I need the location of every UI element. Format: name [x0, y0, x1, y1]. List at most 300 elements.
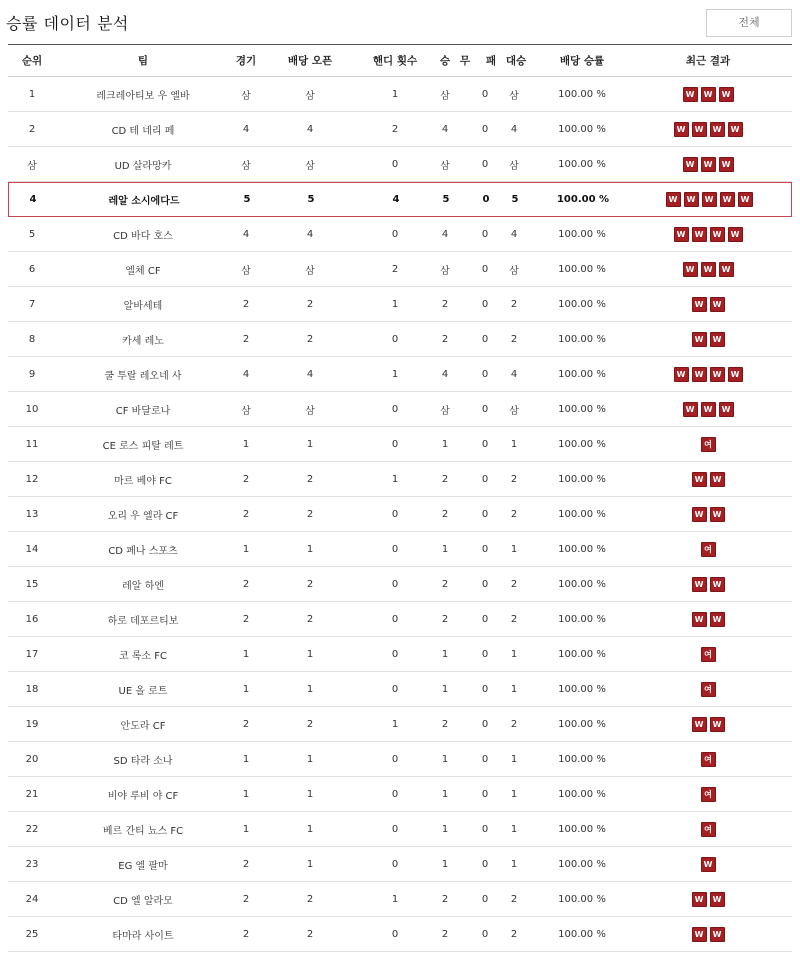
result-badge: W: [692, 122, 707, 137]
result-badge: W: [738, 192, 753, 207]
result-badge: W: [728, 122, 743, 137]
odds-open-cell: 1: [306, 648, 314, 660]
recent-results-cell: [628, 812, 788, 846]
odds-rate-cell: 100.00 %: [558, 88, 606, 100]
rank-cell: 9: [28, 368, 36, 380]
handi-count-cell: 0: [391, 438, 399, 450]
draw-cell: 0: [481, 683, 489, 695]
win-cell: 5: [442, 194, 450, 205]
result-badge: W: [710, 892, 725, 907]
games-cell: 4: [242, 368, 250, 380]
win-cell: 1: [441, 683, 449, 695]
odds-open-cell: 1: [306, 438, 314, 450]
result-badge: 여: [701, 542, 716, 557]
result-badge: W: [710, 507, 725, 522]
result-badge: W: [710, 122, 725, 137]
handi-count-cell: 4: [392, 194, 400, 205]
big-win-cell: 1: [510, 543, 518, 555]
result-badge: W: [684, 192, 699, 207]
table-row[interactable]: [8, 812, 792, 847]
recent-results-badges: [701, 682, 716, 697]
win-cell: 2: [441, 718, 449, 730]
recent-results-cell: [628, 742, 788, 776]
table-row[interactable]: [8, 182, 792, 217]
games-cell: 삼: [241, 160, 251, 172]
result-badge: W: [692, 367, 707, 382]
recent-results-cell: [628, 672, 788, 706]
big-win-cell: 4: [510, 123, 518, 135]
result-badge: W: [710, 367, 725, 382]
team-name-cell[interactable]: 레알 하엔: [122, 580, 164, 592]
team-name-cell[interactable]: 하로 데포르티보: [107, 615, 179, 627]
team-name-cell[interactable]: 안도라 CF: [120, 720, 166, 732]
games-cell: 1: [242, 648, 250, 660]
rank-cell: 6: [28, 263, 36, 275]
games-cell: 1: [242, 543, 250, 555]
rank-cell: 7: [28, 298, 36, 310]
table-row[interactable]: [8, 357, 792, 392]
recent-results-badges: [683, 262, 734, 277]
recent-results-badges: [692, 927, 725, 942]
table-row[interactable]: [8, 567, 792, 602]
games-cell: 2: [242, 578, 250, 590]
team-name-cell[interactable]: 쿨 투랄 레오네 사: [104, 370, 182, 382]
result-badge: W: [701, 157, 716, 172]
odds-open-cell: 1: [306, 753, 314, 765]
result-badge: W: [692, 332, 707, 347]
result-badge: W: [719, 402, 734, 417]
table-row[interactable]: [8, 287, 792, 322]
big-win-cell: 1: [510, 753, 518, 765]
win-cell: 1: [441, 438, 449, 450]
draw-cell: 0: [481, 578, 489, 590]
win-cell: 2: [441, 298, 449, 310]
table-row[interactable]: [8, 392, 792, 427]
handi-count-cell: 1: [391, 718, 399, 730]
recent-results-badges: [692, 892, 725, 907]
rank-cell: 22: [25, 823, 39, 835]
handi-count-cell: 0: [391, 823, 399, 835]
recent-results-badges: [701, 542, 716, 557]
result-badge: 여: [701, 437, 716, 452]
draw-cell: 0: [481, 613, 489, 625]
win-cell: 삼: [440, 405, 450, 417]
handi-count-cell: 0: [391, 648, 399, 660]
recent-results-badges: [701, 857, 716, 872]
rank-cell: 25: [25, 928, 39, 940]
odds-open-cell: 1: [306, 543, 314, 555]
draw-cell: 0: [481, 88, 489, 100]
recent-results-cell: [628, 567, 788, 601]
draw-cell: 0: [481, 893, 489, 905]
odds-rate-cell: 100.00 %: [558, 858, 606, 870]
handi-count-cell: 0: [391, 158, 399, 170]
odds-open-cell: 1: [306, 788, 314, 800]
odds-rate-cell: 100.00 %: [558, 613, 606, 625]
result-badge: W: [720, 192, 735, 207]
odds-open-cell: 2: [306, 613, 314, 625]
recent-results-badges: [683, 157, 734, 172]
draw-cell: 0: [481, 263, 489, 275]
result-badge: 여: [701, 752, 716, 767]
team-name-cell[interactable]: 엘체 CF: [125, 265, 161, 277]
odds-open-cell: 1: [306, 858, 314, 870]
result-badge: 여: [701, 787, 716, 802]
column-header-win[interactable]: 승: [439, 55, 451, 67]
rank-cell: 20: [25, 753, 39, 765]
recent-results-cell: [628, 252, 788, 286]
odds-open-cell: 삼: [305, 160, 315, 172]
team-name-cell[interactable]: 마르 베야 FC: [114, 475, 172, 487]
column-header-odds-open[interactable]: 배당 오픈: [287, 55, 333, 67]
big-win-cell: 4: [510, 368, 518, 380]
recent-results-badges: [666, 192, 753, 207]
odds-open-cell: 2: [306, 333, 314, 345]
odds-rate-cell: 100.00 %: [558, 158, 606, 170]
win-cell: 4: [441, 368, 449, 380]
team-name-cell[interactable]: CD 페나 스포츠: [108, 545, 178, 557]
draw-cell: 0: [481, 298, 489, 310]
rank-cell: 13: [25, 508, 39, 520]
rank-cell: 2: [28, 123, 36, 135]
big-win-cell: 1: [510, 788, 518, 800]
games-cell: 삼: [241, 90, 251, 102]
recent-results-cell: [628, 462, 788, 496]
table-row[interactable]: [8, 882, 792, 917]
result-badge: W: [701, 857, 716, 872]
column-header-team[interactable]: 팀: [137, 55, 149, 67]
recent-results-badges: [701, 787, 716, 802]
games-cell: 2: [242, 718, 250, 730]
rank-cell: 8: [28, 333, 36, 345]
table-row[interactable]: [8, 427, 792, 462]
games-cell: 2: [242, 858, 250, 870]
draw-cell: 0: [481, 438, 489, 450]
team-name-cell[interactable]: CE 로스 피탈 레트: [102, 440, 184, 452]
games-cell: 1: [242, 753, 250, 765]
recent-results-cell: [628, 357, 788, 391]
team-name-cell[interactable]: UE 올 로트: [118, 685, 168, 697]
draw-cell: 0: [481, 158, 489, 170]
recent-results-cell: [628, 707, 788, 741]
games-cell: 2: [242, 928, 250, 940]
games-cell: 1: [242, 438, 250, 450]
games-cell: 2: [242, 613, 250, 625]
win-cell: 삼: [440, 265, 450, 277]
table-row[interactable]: [8, 112, 792, 147]
team-name-cell[interactable]: SD 타라 소나: [113, 755, 173, 767]
team-name-cell[interactable]: 레알 소시에다드: [108, 196, 180, 207]
page-title: 승률 데이터 분석: [6, 14, 129, 33]
result-badge: 여: [701, 647, 716, 662]
column-header-big-win[interactable]: 대승: [505, 55, 527, 67]
recent-results-badges: [692, 577, 725, 592]
table-row[interactable]: [8, 147, 792, 182]
table-row[interactable]: [8, 217, 792, 252]
big-win-cell: 2: [510, 333, 518, 345]
odds-rate-cell: 100.00 %: [558, 508, 606, 520]
column-header-rank[interactable]: 순위: [21, 55, 43, 67]
win-cell: 1: [441, 858, 449, 870]
team-name-cell[interactable]: 비야 루비 야 CF: [107, 790, 179, 802]
result-badge: W: [692, 892, 707, 907]
result-badge: W: [692, 507, 707, 522]
big-win-cell: 2: [510, 928, 518, 940]
win-cell: 2: [441, 613, 449, 625]
odds-open-cell: 2: [306, 893, 314, 905]
result-badge: W: [719, 87, 734, 102]
team-name-cell[interactable]: 알바세테: [123, 300, 163, 312]
odds-rate-cell: 100.00 %: [558, 333, 606, 345]
table-row[interactable]: [8, 462, 792, 497]
result-badge: W: [683, 157, 698, 172]
win-cell: 4: [441, 228, 449, 240]
rank-cell: 21: [25, 788, 39, 800]
recent-results-badges: [674, 122, 743, 137]
table-body: [8, 77, 792, 952]
result-badge: W: [692, 472, 707, 487]
team-name-cell[interactable]: EG 엘 팔마: [118, 860, 168, 872]
rank-cell: 10: [25, 403, 39, 415]
table-row[interactable]: [8, 637, 792, 672]
recent-results-badges: [692, 332, 725, 347]
odds-rate-cell: 100.00 %: [558, 123, 606, 135]
rank-cell: 14: [25, 543, 39, 555]
odds-open-cell: 2: [306, 578, 314, 590]
odds-open-cell: 4: [306, 228, 314, 240]
draw-cell: 0: [481, 823, 489, 835]
recent-results-cell: [628, 637, 788, 671]
games-cell: 2: [242, 298, 250, 310]
team-name-cell[interactable]: CD 엘 알라모: [113, 895, 173, 907]
result-badge: W: [692, 297, 707, 312]
result-badge: W: [692, 717, 707, 732]
recent-results-badges: [674, 227, 743, 242]
handi-count-cell: 1: [391, 893, 399, 905]
recent-results-badges: [674, 367, 743, 382]
odds-open-cell: 1: [306, 823, 314, 835]
rank-cell: 23: [25, 858, 39, 870]
recent-results-badges: [692, 717, 725, 732]
rank-cell: 5: [28, 228, 36, 240]
odds-open-cell: 1: [306, 683, 314, 695]
odds-rate-cell: 100.00 %: [558, 368, 606, 380]
odds-rate-cell: 100.00 %: [558, 683, 606, 695]
team-name-cell[interactable]: 베르 간티 뇨스 FC: [102, 825, 184, 837]
draw-cell: 0: [481, 228, 489, 240]
team-name-cell[interactable]: 타마라 사이트: [112, 930, 174, 942]
team-name-cell[interactable]: 카세 레노: [122, 335, 164, 347]
recent-results-badges: [683, 402, 734, 417]
handi-count-cell: 0: [391, 788, 399, 800]
win-rate-table: [8, 44, 792, 952]
recent-results-cell: [628, 497, 788, 531]
recent-results-cell: [628, 77, 788, 111]
result-badge: W: [692, 227, 707, 242]
big-win-cell: 1: [510, 438, 518, 450]
big-win-cell: 삼: [509, 405, 519, 417]
result-badge: W: [710, 717, 725, 732]
table-row[interactable]: [8, 672, 792, 707]
draw-cell: 0: [481, 788, 489, 800]
odds-rate-cell: 100.00 %: [558, 298, 606, 310]
win-cell: 4: [441, 123, 449, 135]
table-row[interactable]: [8, 777, 792, 812]
games-cell: 1: [242, 683, 250, 695]
handi-count-cell: 0: [391, 613, 399, 625]
handi-count-cell: 0: [391, 858, 399, 870]
result-badge: 여: [701, 822, 716, 837]
handi-count-cell: 1: [391, 298, 399, 310]
result-badge: W: [692, 927, 707, 942]
team-name-cell[interactable]: 오리 우 엘라 CF: [107, 510, 179, 522]
handi-count-cell: 0: [391, 543, 399, 555]
result-badge: W: [719, 262, 734, 277]
odds-rate-cell: 100.00 %: [558, 893, 606, 905]
table-row[interactable]: [8, 707, 792, 742]
rank-cell: 18: [25, 683, 39, 695]
recent-results-badges: [701, 437, 716, 452]
table-row[interactable]: [8, 77, 792, 112]
result-badge: W: [728, 367, 743, 382]
games-cell: 삼: [241, 265, 251, 277]
table-row[interactable]: [8, 497, 792, 532]
column-header-loss[interactable]: 패: [485, 55, 497, 67]
games-cell: 2: [242, 473, 250, 485]
rank-cell: 삼: [27, 160, 37, 172]
team-name-cell[interactable]: CD 바다 호스: [113, 230, 173, 242]
column-header-draw[interactable]: 무: [459, 55, 471, 67]
win-cell: 2: [441, 578, 449, 590]
rank-cell: 11: [25, 438, 39, 450]
team-name-cell[interactable]: CF 바달로나: [115, 405, 171, 417]
column-header-handi[interactable]: 핸디 횟수: [372, 55, 418, 67]
handi-count-cell: 0: [391, 508, 399, 520]
handi-count-cell: 0: [391, 228, 399, 240]
odds-rate-cell: 100.00 %: [558, 473, 606, 485]
team-name-cell[interactable]: CD 테 네리 페: [111, 125, 175, 137]
result-badge: 여: [701, 682, 716, 697]
odds-rate-cell: 100.00 %: [558, 928, 606, 940]
recent-results-badges: [701, 647, 716, 662]
rank-cell: 1: [28, 88, 36, 100]
result-badge: W: [674, 122, 689, 137]
recent-results-badges: [692, 612, 725, 627]
rank-cell: 19: [25, 718, 39, 730]
games-cell: 1: [242, 823, 250, 835]
games-cell: 2: [242, 333, 250, 345]
win-cell: 삼: [440, 90, 450, 102]
result-badge: W: [710, 612, 725, 627]
handi-count-cell: 0: [391, 403, 399, 415]
filter-all-button[interactable]: 전체: [706, 9, 792, 37]
win-cell: 2: [441, 333, 449, 345]
games-cell: 1: [242, 788, 250, 800]
result-badge: W: [692, 612, 707, 627]
recent-results-badges: [692, 507, 725, 522]
big-win-cell: 2: [510, 508, 518, 520]
rank-cell: 15: [25, 578, 39, 590]
result-badge: W: [710, 297, 725, 312]
recent-results-badges: [692, 297, 725, 312]
draw-cell: 0: [482, 194, 490, 205]
table-row[interactable]: [8, 532, 792, 567]
odds-rate-cell: 100.00 %: [558, 438, 606, 450]
column-header-recent[interactable]: 최근 결과: [685, 55, 731, 67]
recent-results-cell: [628, 392, 788, 426]
odds-rate-cell: 100.00 %: [558, 648, 606, 660]
odds-rate-cell: 100.00 %: [558, 753, 606, 765]
result-badge: W: [701, 87, 716, 102]
table-row[interactable]: [8, 322, 792, 357]
recent-results-cell: [628, 427, 788, 461]
draw-cell: 0: [481, 123, 489, 135]
team-name-cell[interactable]: UD 살라망카: [114, 160, 172, 172]
result-badge: W: [710, 927, 725, 942]
win-cell: 삼: [440, 160, 450, 172]
win-cell: 2: [441, 893, 449, 905]
table-row[interactable]: [8, 917, 792, 952]
result-badge: W: [674, 227, 689, 242]
result-badge: W: [702, 192, 717, 207]
recent-results-badges: [701, 822, 716, 837]
big-win-cell: 1: [510, 858, 518, 870]
result-badge: W: [701, 262, 716, 277]
big-win-cell: 5: [511, 194, 519, 205]
handi-count-cell: 2: [391, 123, 399, 135]
games-cell: 4: [242, 228, 250, 240]
win-cell: 2: [441, 508, 449, 520]
draw-cell: 0: [481, 473, 489, 485]
big-win-cell: 2: [510, 613, 518, 625]
column-header-odds-rate[interactable]: 배당 승률: [559, 55, 605, 67]
draw-cell: 0: [481, 333, 489, 345]
table-row[interactable]: [8, 602, 792, 637]
result-badge: W: [710, 227, 725, 242]
big-win-cell: 4: [510, 228, 518, 240]
result-badge: W: [683, 262, 698, 277]
odds-open-cell: 2: [306, 508, 314, 520]
result-badge: W: [728, 227, 743, 242]
handi-count-cell: 0: [391, 333, 399, 345]
odds-open-cell: 2: [306, 718, 314, 730]
win-cell: 1: [441, 823, 449, 835]
team-name-cell[interactable]: 레크레아티보 우 엘바: [96, 90, 190, 102]
odds-open-cell: 2: [306, 473, 314, 485]
recent-results-cell: [628, 112, 788, 146]
recent-results-cell: [629, 183, 789, 216]
result-badge: W: [683, 87, 698, 102]
recent-results-cell: [628, 532, 788, 566]
big-win-cell: 2: [510, 718, 518, 730]
table-row[interactable]: [8, 252, 792, 287]
handi-count-cell: 2: [391, 263, 399, 275]
team-name-cell[interactable]: 코 록소 FC: [118, 650, 168, 662]
handi-count-cell: 0: [391, 578, 399, 590]
win-cell: 2: [441, 928, 449, 940]
recent-results-badges: [692, 472, 725, 487]
big-win-cell: 삼: [509, 265, 519, 277]
odds-open-cell: 삼: [305, 405, 315, 417]
table-row[interactable]: [8, 742, 792, 777]
column-header-games[interactable]: 경기: [235, 55, 257, 67]
recent-results-cell: [628, 917, 788, 951]
draw-cell: 0: [481, 543, 489, 555]
odds-open-cell: 삼: [305, 90, 315, 102]
recent-results-cell: [628, 217, 788, 251]
odds-open-cell: 삼: [305, 265, 315, 277]
table-row[interactable]: [8, 847, 792, 882]
